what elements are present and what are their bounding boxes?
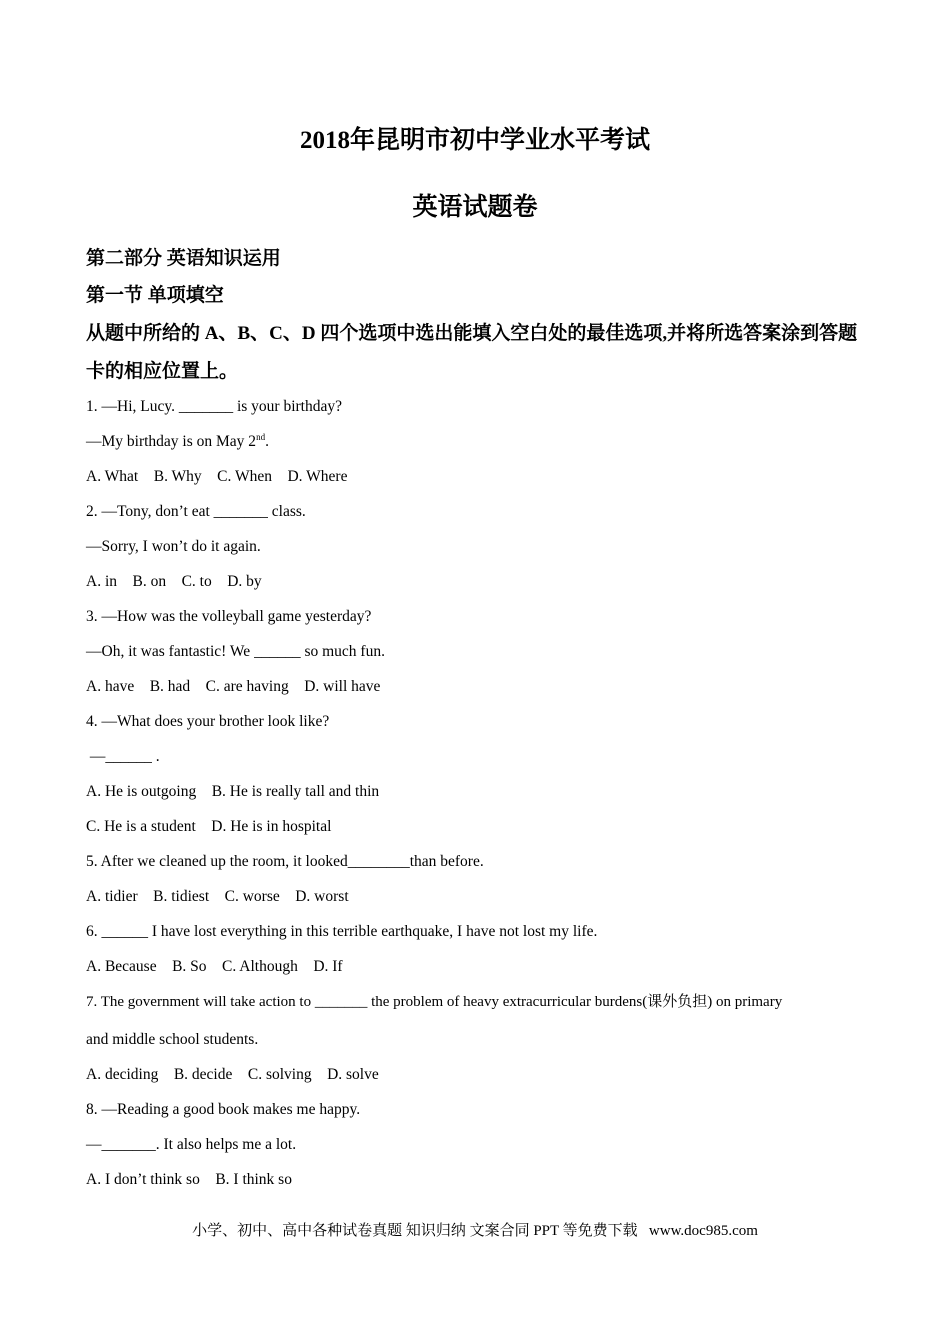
exam-subtitle: 英语试题卷 — [412, 194, 538, 221]
options-7: A. deciding B. decide C. solving D. solve — [86, 1066, 379, 1083]
question-7-line-1: 7. The government will take action to _______ the problem of heavy extracurricular burdens(课外负担) on primary — [86, 994, 783, 1010]
options-6: A. Because B. So C. Although D. If — [86, 958, 343, 975]
exam-title: 2018年昆明市初中学业水平考试 — [299, 127, 650, 154]
section-heading: 第一节 单项填空 — [86, 285, 224, 306]
answer-1-period: . — [265, 433, 269, 450]
answer-4: —______ . — [86, 748, 160, 765]
options-4b: C. He is a student D. He is in hospital — [86, 818, 332, 835]
answer-1 — [86, 432, 269, 452]
answer-2: —Sorry, I won’t do it again. — [86, 538, 261, 555]
answer-1-text: —My birthday is on May 2 — [86, 433, 257, 450]
answer-1-superscript: nd — [256, 431, 266, 442]
question-7-line-2: and middle school students. — [86, 1031, 259, 1048]
options-1: A. What B. Why C. When D. Where — [86, 468, 348, 485]
question-5: 5. After we cleaned up the room, it looked________than before. — [86, 853, 484, 870]
options-8: A. I don’t think so B. I think so — [86, 1171, 292, 1188]
instruction-line-2: 卡的相应位置上。 — [86, 361, 239, 382]
part-heading: 第二部分 英语知识运用 — [86, 248, 281, 269]
question-3: 3. —How was the volleyball game yesterday? — [86, 608, 372, 625]
options-3: A. have B. had C. are having D. will have — [86, 678, 381, 695]
options-2: A. in B. on C. to D. by — [86, 573, 262, 590]
answer-3: —Oh, it was fantastic! We ______ so much fun. — [86, 643, 385, 660]
question-6: 6. ______ I have lost everything in this terrible earthquake, I have not lost my life. — [86, 923, 598, 940]
instruction-line-1: 从题中所给的 A、B、C、D 四个选项中选出能填入空白处的最佳选项,并将所选答案涂到答题 — [86, 323, 858, 344]
answer-8: —_______. It also helps me a lot. — [86, 1136, 297, 1153]
page-footer: 小学、初中、高中各种试卷真题 知识归纳 文案合同 PPT 等免费下载 www.doc985.com — [192, 1223, 758, 1239]
question-8: 8. —Reading a good book makes me happy. — [86, 1101, 361, 1118]
options-5: A. tidier B. tidiest C. worse D. worst — [86, 888, 349, 905]
options-4a: A. He is outgoing B. He is really tall and thin — [86, 783, 380, 800]
question-1: 1. —Hi, Lucy. _______ is your birthday? — [86, 398, 342, 415]
question-2: 2. —Tony, don’t eat _______ class. — [86, 503, 306, 520]
question-4: 4. —What does your brother look like? — [86, 713, 330, 730]
